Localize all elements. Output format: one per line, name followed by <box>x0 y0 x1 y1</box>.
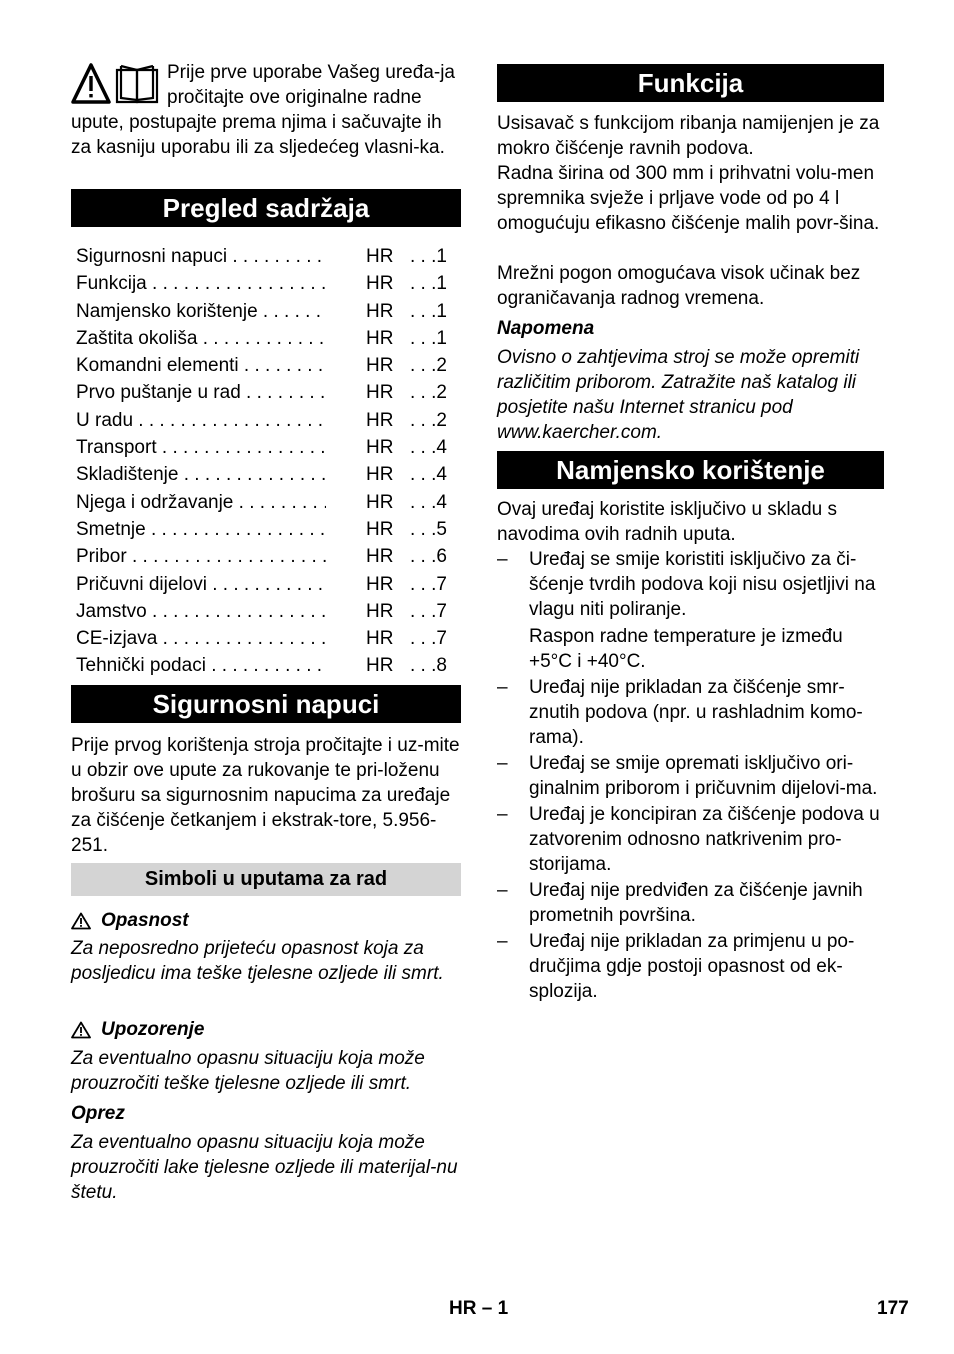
danger-text: Za neposredno prijeteću opasnost koja za posljedicu ima teške tjelesne ozljede ili smrt. <box>71 938 444 984</box>
intended-use-intro: Ovaj uređaj koristite isključivo u skladu s navodima ovih radnih uputa. <box>497 499 838 545</box>
list-item-text: Uređaj se smije koristiti isključivo za či-šćenje tvrdih podova koji nisu osjetljivi na vlagu niti poliranje. <box>529 549 876 620</box>
toc-page: . . . 8 <box>410 652 447 679</box>
intended-use-heading: Namjensko korištenje <box>497 451 884 489</box>
note-text: Ovisno o zahtjevima stroj se može opremiti različitim priborom. Zatražite naš katalog ili posjetite našu Internet stranicu pod www.kaercher.com. <box>497 347 860 443</box>
toc-title: Pribor . . . <box>76 543 326 570</box>
safety-heading: Sigurnosni napuci <box>71 685 461 723</box>
toc-title: Funkcija . . . <box>76 270 326 297</box>
toc-row <box>76 489 461 516</box>
toc-row <box>76 270 461 297</box>
list-dash: – <box>497 880 508 901</box>
intro-section <box>71 60 461 160</box>
warning-text: Za eventualno opasnu situaciju koja može prouzročiti teške tjelesne ozljede ili smrt. <box>71 1048 425 1094</box>
intro-icons <box>71 62 161 108</box>
toc-title: Transport . . . <box>76 434 326 461</box>
toc-page: . . . 1 <box>410 243 447 270</box>
footer-lang-page: HR – 1 <box>449 1298 509 1319</box>
toc-row <box>76 652 461 679</box>
list-item <box>497 878 884 928</box>
list-dash: – <box>497 804 508 825</box>
toc-title: Skladištenje . . . <box>76 461 326 488</box>
danger-heading <box>71 908 189 933</box>
list-item <box>497 547 884 674</box>
warning-label: Upozorenje <box>101 1019 205 1040</box>
toc-title: Zaštita okoliša . . . <box>76 325 326 352</box>
warning-triangle-icon <box>73 65 109 102</box>
toc-page: . . . 4 <box>410 461 447 488</box>
toc-page: . . . 2 <box>410 379 447 406</box>
warning-triangle-icon <box>71 912 91 930</box>
toc-page: . . . 5 <box>410 516 447 543</box>
list-item-text: Uređaj nije prikladan za čišćenje smr-znutih podova (npr. u rashladnim komo-rama). <box>529 677 863 748</box>
function-heading: Funkcija <box>497 64 884 102</box>
toc-page: . . . 7 <box>410 571 447 598</box>
toc-page: . . . 4 <box>410 489 447 516</box>
list-item-text: Uređaj je koncipiran za čišćenje podova u zatvorenim odnosno natkrivenim pro-storijama. <box>529 804 880 875</box>
caution-label: Oprez <box>71 1103 125 1124</box>
toc-page: . . . 7 <box>410 625 447 652</box>
list-item <box>497 929 884 1004</box>
danger-label: Opasnost <box>101 910 189 931</box>
safety-text: Prije prvog korištenja stroja pročitajte i uz-mite u obzir ove upute za rukovanje te pri-loženu brošuru sa sigurnosnim napucima za uređaje za čišćenje četkanjem i ekstrak-tore, 5.956-251. <box>71 735 460 856</box>
list-item <box>497 675 884 750</box>
toc-page: . . . 4 <box>410 434 447 461</box>
toc-title: Pričuvni dijelovi . . . <box>76 571 326 598</box>
list-item-text: Uređaj nije prikladan za primjenu u po-dručjima gdje postoji opasnost od ek-splozija. <box>529 931 855 1002</box>
toc-page: . . . 2 <box>410 352 447 379</box>
list-item <box>497 802 884 877</box>
toc-title: Smetnje . . . <box>76 516 326 543</box>
toc-row <box>76 598 461 625</box>
toc-lang: HR <box>366 409 394 431</box>
toc-page: . . . 1 <box>410 325 447 352</box>
toc-page: . . . 6 <box>410 543 447 570</box>
function-p1: Usisavač s funkcijom ribanja namijenjen je za mokro čišćenje ravnih podova. <box>497 113 880 159</box>
toc-lang: HR <box>366 573 394 595</box>
list-item-text: Uređaj nije predviđen za čišćenje javnih prometnih površina. <box>529 880 863 926</box>
list-item-text: Uređaj se smije opremati isključivo ori-ginalnim priborom i pričuvnim dijelovi-ma. <box>529 753 878 799</box>
toc-lang: HR <box>366 300 394 322</box>
toc-row <box>76 407 461 434</box>
page-number: 177 <box>877 1298 909 1319</box>
toc-title: Sigurnosni napuci . . . <box>76 243 326 270</box>
toc-lang: HR <box>366 518 394 540</box>
toc-page: . . . 7 <box>410 598 447 625</box>
toc-lang: HR <box>366 382 394 404</box>
intro-text: Prije prve uporabe Vašeg uređa-ja pročitajte ove originalne radne upute, postupajte prema njima i sačuvajte ih za kasniju uporabu ili za sljedećeg vlasni-ka. <box>71 62 455 158</box>
list-dash: – <box>497 753 508 774</box>
note-label: Napomena <box>497 318 595 339</box>
toc-row <box>76 298 461 325</box>
toc-row <box>76 516 461 543</box>
toc-title: Namjensko korištenje . . . <box>76 298 326 325</box>
toc-page: . . . 1 <box>410 298 447 325</box>
manual-book-icon <box>117 66 157 102</box>
intended-use-list <box>497 547 884 1005</box>
toc-lang: HR <box>366 437 394 459</box>
toc-page: . . . 2 <box>410 407 447 434</box>
toc-title: Prvo puštanje u rad . . . <box>76 379 326 406</box>
toc-row <box>76 379 461 406</box>
toc-lang: HR <box>366 273 394 295</box>
toc-title: Tehnički podaci . . . <box>76 652 326 679</box>
toc-lang: HR <box>366 600 394 622</box>
warning-heading <box>71 1017 204 1042</box>
toc-title: U radu . . . <box>76 407 326 434</box>
toc-heading: Pregled sadržaja <box>71 189 461 227</box>
table-of-contents <box>76 243 461 680</box>
toc-title: Njega i održavanje . . . <box>76 489 326 516</box>
toc-lang: HR <box>366 327 394 349</box>
toc-row <box>76 243 461 270</box>
toc-row <box>76 543 461 570</box>
list-item-subtext: Raspon radne temperature je između +5°C i +40°C. <box>529 626 843 672</box>
toc-lang: HR <box>366 464 394 486</box>
caution-text: Za eventualno opasnu situaciju koja može prouzročiti lake tjelesne ozljede ili materijal-nu štetu. <box>71 1132 458 1203</box>
toc-title: CE-izjava . . . <box>76 625 326 652</box>
toc-row <box>76 434 461 461</box>
toc-row <box>76 625 461 652</box>
toc-page: . . . 1 <box>410 270 447 297</box>
toc-title: Komandni elementi . . . <box>76 352 326 379</box>
toc-lang: HR <box>366 628 394 650</box>
toc-row <box>76 571 461 598</box>
toc-row <box>76 352 461 379</box>
function-p3: Mrežni pogon omogućava visok učinak bez ograničavanja radnog vremena. <box>497 263 861 309</box>
list-dash: – <box>497 677 508 698</box>
toc-row <box>76 461 461 488</box>
toc-lang: HR <box>366 355 394 377</box>
symbols-heading: Simboli u uputama za rad <box>71 863 461 896</box>
warning-triangle-icon <box>71 1021 91 1039</box>
list-item <box>497 751 884 801</box>
function-p2: Radna širina od 300 mm i prihvatni volu-men spremnika svježe i prljave vode od po 4 l omogućuju efikasno čišćenje malih povr-šina. <box>497 163 880 234</box>
toc-lang: HR <box>366 246 394 267</box>
toc-lang: HR <box>366 546 394 568</box>
toc-title: Jamstvo . . . <box>76 598 326 625</box>
list-dash: – <box>497 931 508 952</box>
toc-lang: HR <box>366 491 394 513</box>
list-dash: – <box>497 549 508 570</box>
toc-lang: HR <box>366 655 394 677</box>
toc-row <box>76 325 461 352</box>
